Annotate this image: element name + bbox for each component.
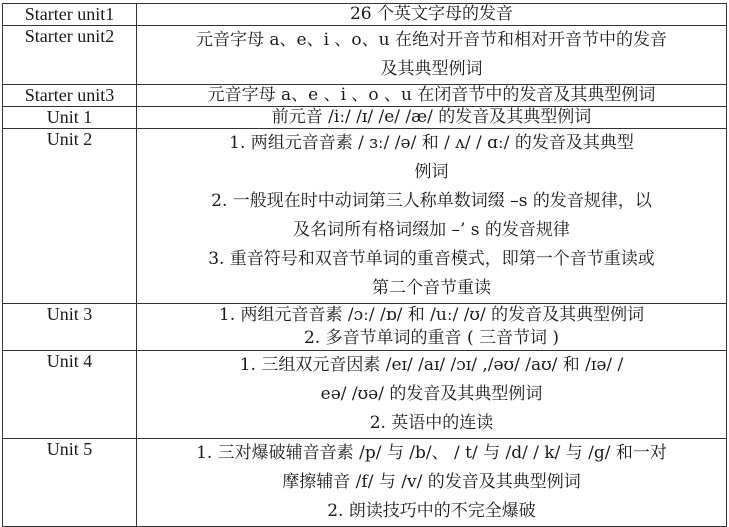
unit-label: Unit 4: [46, 351, 93, 371]
content-line: 2. 朗读技巧中的不完全爆破: [327, 501, 536, 521]
unit-label: Starter unit2: [24, 26, 115, 46]
unit-label: Unit 5: [46, 439, 93, 459]
unit-cell: [3, 129, 137, 304]
unit-label: Unit 3: [46, 304, 93, 324]
content-line: 1. 两组元音音素 /ɔː/ /ɒ/ 和 /uː/ /ʊ/ 的发音及其典型例词: [218, 305, 645, 325]
content-cell: [137, 351, 727, 439]
table-row: [3, 351, 727, 439]
content-line: 例词: [414, 162, 449, 182]
unit-cell: [3, 4, 137, 26]
syllabus-table: [2, 3, 727, 527]
content-line: 2. 多音节单词的重音 ( 三音节词 ): [303, 328, 560, 348]
table-row: [3, 4, 727, 26]
content-line: eə/ /ʊə/ 的发音及其典型例词: [320, 384, 543, 404]
content-line: 元音字母 a、e 、i 、o 、u 在闭音节中的发音及其典型例词: [207, 85, 656, 105]
table-row: [3, 129, 727, 304]
table-row: [3, 85, 727, 107]
table-row: [3, 107, 727, 129]
content-line: 及名词所有格词缀加 –’ s 的发音规律: [293, 220, 570, 240]
unit-label: Starter unit3: [24, 85, 115, 105]
unit-label: Unit 1: [46, 107, 93, 127]
content-line: 2. 一般现在时中动词第三人称单数词缀 –s 的发音规律，以: [211, 191, 652, 211]
content-line: 1. 三对爆破辅音音素 /p/ 与 /b/、 / t/ 与 /d/ / k/ 与 /g/ 和一对: [196, 443, 667, 463]
unit-cell: [3, 107, 137, 129]
unit-cell: [3, 439, 137, 527]
unit-cell: [3, 351, 137, 439]
content-line: 1. 三组双元音因素 /eɪ/ /aɪ/ /ɔɪ/ ,/əʊ/ /aʊ/ 和 /ɪə/ /: [239, 355, 624, 375]
unit-cell: [3, 26, 137, 85]
table-row: [3, 26, 727, 85]
unit-label: Unit 2: [46, 129, 93, 149]
content-cell: [137, 304, 727, 351]
unit-cell: [3, 304, 137, 351]
content-cell: [137, 4, 727, 26]
content-line: 前元音 /iː/ /ɪ/ /e/ /æ/ 的发音及其典型例词: [271, 107, 592, 127]
content-line: 第二个音节重读: [372, 278, 491, 298]
table-row: [3, 304, 727, 351]
content-line: 2. 英语中的连读: [369, 413, 494, 433]
content-line: 元音字母 a、e、i 、o、u 在绝对开音节和相对开音节中的发音: [195, 30, 668, 50]
content-cell: [137, 107, 727, 129]
content-line: 3. 重音符号和双音节单词的重音模式，即第一个音节重读或: [208, 249, 655, 269]
content-cell: [137, 26, 727, 85]
content-line: 及其典型例词: [380, 59, 483, 79]
content-cell: [137, 439, 727, 527]
unit-cell: [3, 85, 137, 107]
content-cell: [137, 129, 727, 304]
table-row: [3, 439, 727, 527]
content-line: 1. 两组元音音素 / ɜː/ /ə/ 和 / ʌ/ / ɑː/ 的发音及其典型: [229, 133, 634, 153]
content-line: 摩擦辅音 /f/ 与 /v/ 的发音及其典型例词: [282, 472, 581, 492]
content-line: 26 个英文字母的发音: [349, 4, 514, 24]
unit-label: Starter unit1: [24, 4, 115, 24]
content-cell: [137, 85, 727, 107]
